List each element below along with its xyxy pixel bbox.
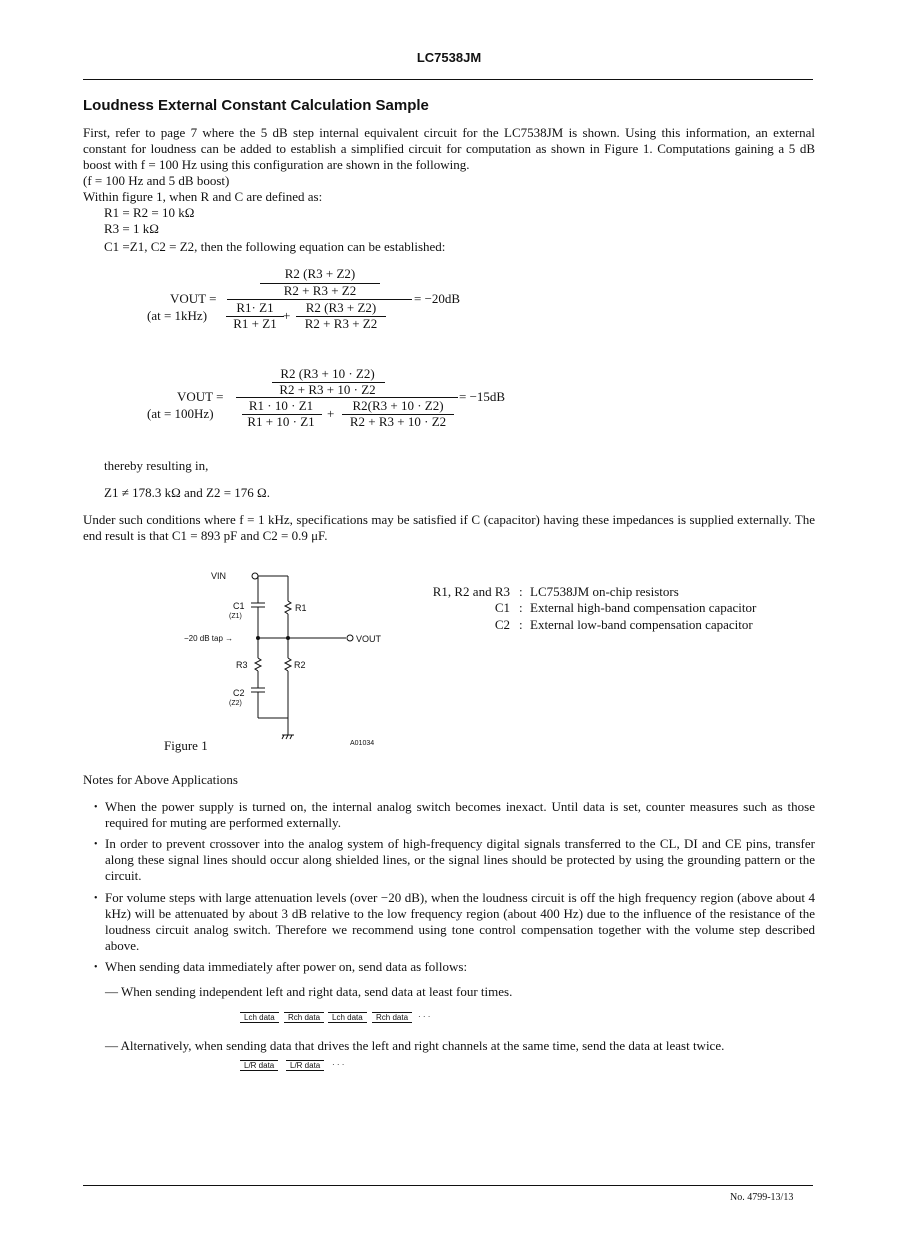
label-r1: R1 [295, 603, 307, 613]
conditions-paragraph: Under such conditions where f = 1 kHz, specifications may be satisfied if C (capacitor) having these impedances is supplied externally. The end result is that C1 = 893 pF and C2 = 0.9 μF. [83, 512, 815, 543]
label-z2: (Z2) [229, 700, 242, 707]
bullet: • [94, 802, 98, 813]
seq1-ellipsis: · · · [418, 1012, 431, 1021]
label-vout: VOUT [356, 634, 382, 644]
eq1-t2-num: R2 (R3 + Z2) [305, 300, 377, 315]
legend-colon: : [519, 584, 523, 599]
legend-colon: : [519, 617, 523, 632]
intro-paragraph: First, refer to page 7 where the 5 dB step internal equivalent circuit for the LC7538JM is shown. Using this information, an external constant for loudness can be added to establish a simplified circuit for computation as shown in Figure 1. Computations gaining a 5 dB boost with f = 100 Hz using this configuration are shown in the following. [83, 125, 815, 172]
page-number: No. 4799-13/13 [730, 1192, 794, 1203]
eq2-lhs: VOUT = [177, 389, 224, 404]
note-1: When the power supply is turned on, the internal analog switch becomes inexact. Until data is set, counter measures such as those required for muting are performed externally. [105, 799, 815, 830]
seq1-block-3: Lch data [328, 1012, 367, 1023]
condition-text: (f = 100 Hz and 5 dB boost) [83, 173, 230, 188]
section-title: Loudness External Constant Calculation Sample [83, 97, 429, 114]
eq1-at: (at = 1kHz) [147, 308, 208, 323]
seq1-block-2: Rch data [284, 1012, 324, 1023]
eq2-t1-den: R1 + 10 · Z1 [247, 414, 315, 429]
eq2-num-bot: R2 + R3 + 10 · Z2 [279, 382, 376, 397]
label-c1: C1 [233, 601, 245, 611]
legend-desc-c1: External high-band compensation capacitor [530, 600, 757, 615]
eq2-rhs: = −15dB [459, 389, 506, 404]
eq2-t2-den: R2 + R3 + 10 · Z2 [349, 414, 447, 429]
figure-caption: Figure 1 [164, 738, 208, 753]
eq1-t2-den: R2 + R3 + Z2 [304, 316, 378, 331]
note-3: For volume steps with large attenuation levels (over −20 dB), when the loudness circuit is off the high frequency region (above about 4 kHz) will be attenuated by about 3 dB relative to the low frequency region (about 400 Hz) due to the influence of the resistance of the loudness circuit analog switch. Therefore we recommend using tone control compensation together with the volume step described above. [105, 890, 815, 953]
eq2-plus: + [327, 406, 335, 421]
label-c2: C2 [233, 688, 245, 698]
sub-note-1: — When sending independent left and right data, send data at least four times. [105, 984, 513, 999]
eq1-num-top: R2 (R3 + Z2) [284, 266, 356, 281]
note-2: In order to prevent crossover into the analog system of high-frequency digital signals transferred to the CL, DI and CE pins, transfer along these signal lines should occur along shielded lines, or the signal lines should be protected by using the grounding pattern or the circuit. [105, 836, 815, 883]
def-r1r2: R1 = R2 = 10 kΩ [104, 205, 195, 220]
bullet: • [94, 893, 98, 904]
eq1-lhs: VOUT = [170, 291, 217, 306]
eq2-t1-num: R1 · 10 · Z1 [248, 398, 314, 413]
note-4: When sending data immediately after power on, send data as follows: [105, 959, 468, 974]
seq2-block-2: L/R data [286, 1060, 324, 1071]
eq1-num-bot: R2 + R3 + Z2 [283, 283, 357, 298]
notes-title: Notes for Above Applications [83, 772, 238, 787]
label-r2: R2 [294, 660, 306, 670]
eq2-at: (at = 100Hz) [147, 406, 214, 421]
within-text: Within figure 1, when R and C are defined as: [83, 189, 323, 204]
result-values: Z1 ≠ 178.3 kΩ and Z2 = 176 Ω. [104, 485, 270, 500]
vin-terminal [252, 573, 258, 579]
label-vin: VIN [211, 571, 227, 581]
result-intro: thereby resulting in, [104, 458, 209, 473]
legend-key-c1: C1 [494, 600, 510, 615]
eq1-t1-num: R1· Z1 [236, 300, 274, 315]
label-tap: −20 dB tap → [184, 634, 234, 643]
seq1-block-4: Rch data [372, 1012, 412, 1023]
eq2-num-top: R2 (R3 + 10 · Z2) [280, 366, 375, 381]
eq1-rhs: = −20dB [414, 291, 461, 306]
legend-key-c2: C2 [494, 617, 510, 632]
vout-terminal [347, 635, 353, 641]
def-r3: R3 = 1 kΩ [104, 221, 159, 236]
label-z1: (Z1) [229, 613, 242, 620]
eq1-t1-den: R1 + Z1 [233, 316, 277, 331]
eq2-t2-num: R2(R3 + 10 · Z2) [352, 398, 444, 413]
bullet: • [94, 962, 98, 973]
seq2-block-1: L/R data [240, 1060, 278, 1071]
page-header: LC7538JM [416, 50, 482, 65]
legend-desc-c2: External low-band compensation capacitor [530, 617, 753, 632]
bullet: • [94, 839, 98, 850]
figure-code: A01034 [350, 740, 375, 747]
eq1-plus: + [283, 308, 291, 323]
def-c: C1 =Z1, C2 = Z2, then the following equation can be established: [104, 239, 446, 254]
label-r3: R3 [236, 660, 248, 670]
seq2-ellipsis: · · · [332, 1060, 345, 1069]
legend-desc-r: LC7538JM on-chip resistors [530, 584, 679, 599]
legend-key-r: R1, R2 and R3 [432, 584, 510, 599]
footer-rule [83, 1185, 813, 1186]
legend-colon: : [519, 600, 523, 615]
seq1-block-1: Lch data [240, 1012, 279, 1023]
sub-note-2: — Alternatively, when sending data that drives the left and right channels at the same time, send the data at least twice. [105, 1038, 725, 1053]
